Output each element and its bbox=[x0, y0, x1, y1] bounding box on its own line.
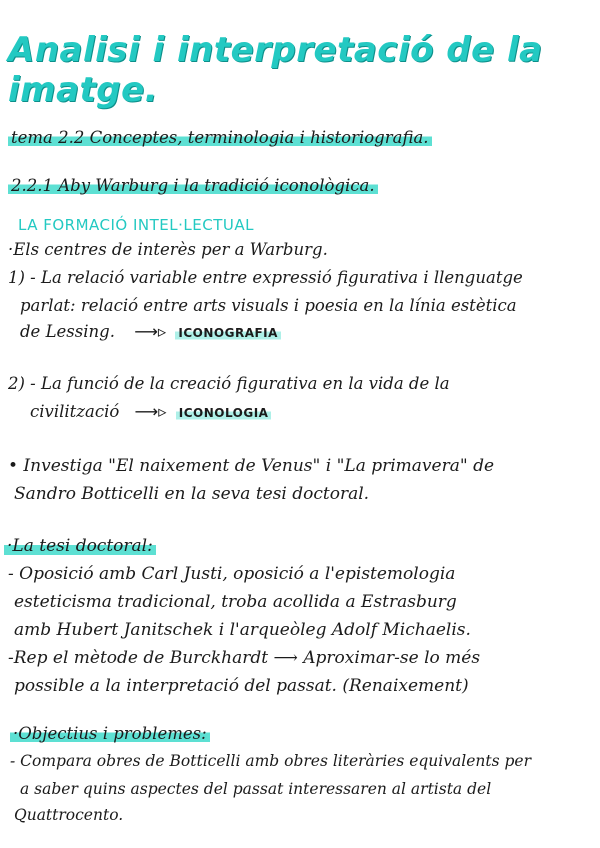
point2-line-2-text: civilització bbox=[30, 402, 120, 421]
formacio-heading: LA FORMACIÓ INTEL·LECTUAL bbox=[18, 216, 254, 234]
title-line-1: Analisi i interpretació de la bbox=[8, 30, 543, 70]
iconografia-tag: ICONOGRAFIA bbox=[175, 326, 281, 340]
point1-line-2: parlat: relació entre arts visuals i poesia en la línia estètica bbox=[20, 296, 517, 315]
investiga-line-2: Sandro Botticelli en la seva tesi doctoral. bbox=[14, 484, 370, 504]
point1-line-3 bbox=[20, 322, 281, 341]
point2-line-1: 2) - La funció de la creació figurativa en la vida de la bbox=[8, 374, 450, 393]
tesi-heading-text: ·La tesi doctoral: bbox=[4, 536, 156, 556]
point1-line-1: 1) - La relació variable entre expressió figurativa i llenguatge bbox=[8, 268, 523, 287]
objectius-line-2: a saber quins aspectes del passat interessaren al artista del bbox=[20, 780, 492, 798]
objectius-line-1: - Compara obres de Botticelli amb obres literàries equivalents per bbox=[10, 752, 531, 770]
objectius-heading bbox=[10, 724, 210, 743]
point1-line-3-text: de Lessing. bbox=[20, 322, 115, 341]
section-221-text: 2.2.1 Aby Warburg i la tradició iconològica. bbox=[8, 176, 378, 195]
tema-heading bbox=[8, 128, 432, 147]
objectius-heading-text: ·Objectius i problemes: bbox=[10, 724, 210, 743]
tesi-heading bbox=[4, 536, 156, 556]
section-221-heading bbox=[8, 176, 378, 195]
tesi-line-1: - Oposició amb Carl Justi, oposició a l'epistemologia bbox=[8, 564, 456, 584]
arrow-icon: ⟶▹ bbox=[134, 402, 167, 421]
point2-line-2 bbox=[30, 402, 271, 421]
objectius-line-3: Quattrocento. bbox=[14, 806, 124, 824]
arrow-icon: ⟶▹ bbox=[134, 322, 167, 341]
tema-text: tema 2.2 Conceptes, terminologia i historiografia. bbox=[8, 128, 432, 147]
centres-line: ·Els centres de interès per a Warburg. bbox=[8, 240, 328, 259]
tesi-line-2: esteticisma tradicional, troba acollida a Estrasburg bbox=[14, 592, 457, 612]
tesi-line-3: amb Hubert Janitschek i l'arqueòleg Adolf Michaelis. bbox=[14, 620, 471, 640]
investiga-line-1: • Investiga "El naixement de Venus" i "La primavera" de bbox=[8, 456, 495, 476]
tesi-line-5: possible a la interpretació del passat. (Renaixement) bbox=[14, 676, 469, 696]
tesi-line-4: -Rep el mètode de Burckhardt ⟶ Aproximar-se lo més bbox=[8, 648, 481, 668]
iconologia-tag: ICONOLOGIA bbox=[176, 406, 272, 420]
title-line-2: imatge. bbox=[8, 70, 159, 110]
